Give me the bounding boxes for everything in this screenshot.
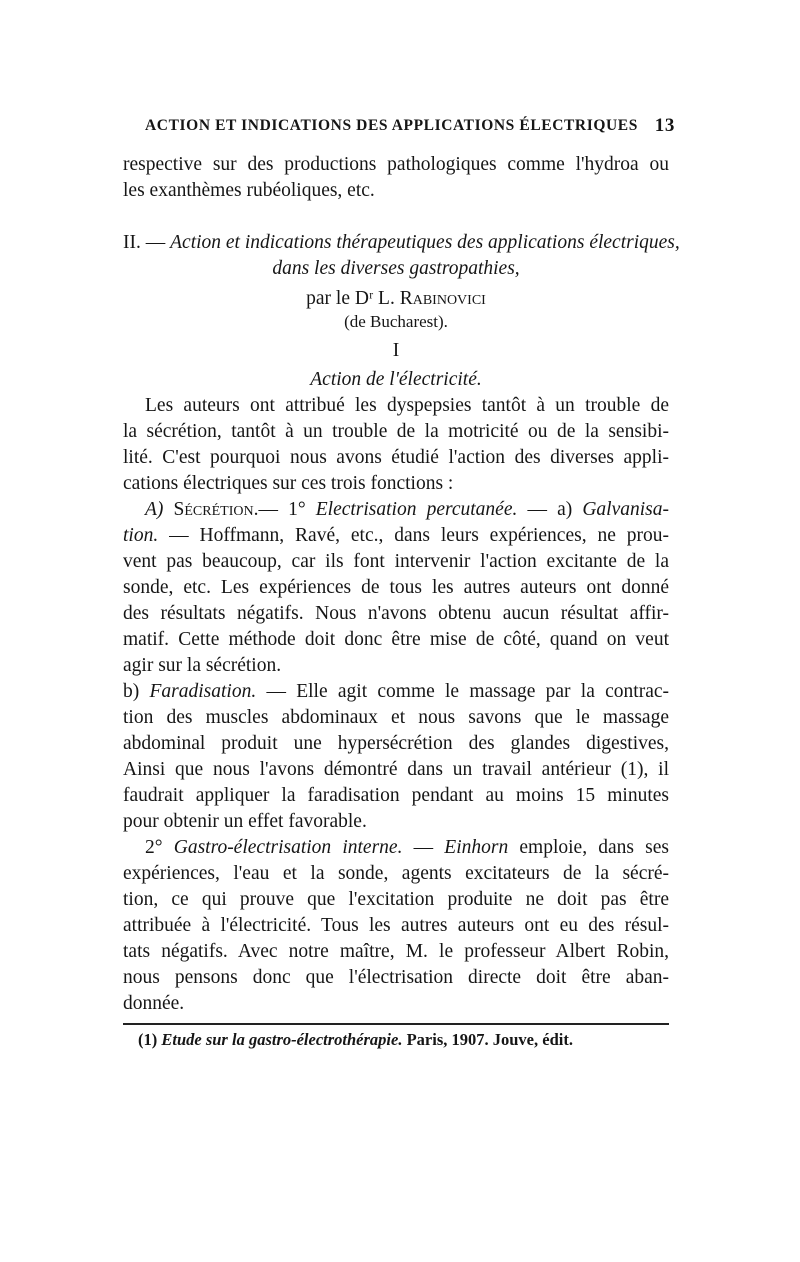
subsection-title: Sécrétion. xyxy=(173,499,259,520)
running-title: ACTION ET INDICATIONS DES APPLICATIONS ÉLECTRIQUES xyxy=(145,117,638,134)
body-line: attribuée à l'électricité. Tous les autres auteurs ont eu des résul- xyxy=(123,915,669,936)
body-line: vent pas beaucoup, car ils font intervenir l'action excitante de la xyxy=(123,551,669,572)
body-line: tion, ce qui prouve que l'excitation produite ne doit pas être xyxy=(123,889,669,910)
inline-text: — Hoffmann, Ravé, etc., dans leurs expériences, ne prou- xyxy=(158,525,669,546)
inline-text: emploie, dans ses xyxy=(508,837,669,858)
body-line: la sécrétion, tantôt à un trouble de la motricité ou de la sensibi- xyxy=(123,421,669,442)
body-line: des résultats négatifs. Nous n'avons obtenu aucun résultat affir- xyxy=(123,603,669,624)
section-subtitle: dans les diverses gastropathies, xyxy=(272,258,520,279)
author-mention: Einhorn xyxy=(444,837,509,858)
inline-text: — a) xyxy=(517,499,583,520)
body-line: Ainsi que nous l'avons démontré dans un travail antérieur (1), il xyxy=(123,759,669,780)
subsection-title: Faradisation. xyxy=(149,681,257,702)
body-line xyxy=(145,497,669,523)
subsection-title: Electrisation percutanée. xyxy=(315,499,518,520)
author-name: Rabinovici xyxy=(399,288,486,309)
body-line: agir sur la sécrétion. xyxy=(123,655,282,676)
body-line xyxy=(123,679,669,705)
subsection-title: Galvanisa- xyxy=(582,499,669,520)
footnote-title: Etude sur la gastro-électrothérapie. xyxy=(161,1030,403,1049)
running-header xyxy=(145,117,675,135)
body-line: matif. Cette méthode doit donc être mise de côté, quand on veut xyxy=(123,629,669,650)
body-line: lité. C'est pourquoi nous avons étudié l'action des diverses appli- xyxy=(123,447,669,468)
footnote xyxy=(138,1028,658,1052)
footnote-text: Paris, 1907. Jouve, édit. xyxy=(402,1030,573,1049)
inline-text: — 1° xyxy=(258,499,316,520)
inline-text: — Elle agit comme le massage par la contrac- xyxy=(256,681,669,702)
body-line: respective sur des productions pathologiques comme l'hydroa ou xyxy=(123,154,669,175)
body-line: faudrait appliquer la faradisation pendant au moins 15 minutes xyxy=(123,785,669,806)
inline-text: 2° xyxy=(145,837,174,858)
part-title: Action de l'électricité. xyxy=(310,369,482,390)
sub-marker: A) xyxy=(145,499,164,520)
body-line: tion des muscles abdominaux et nous savons que le massage xyxy=(123,707,669,728)
body-line: abdominal produit une hypersécrétion des glandes digestives, xyxy=(123,733,669,754)
part-numeral: I xyxy=(392,340,400,361)
body-line: Les auteurs ont attribué les dyspepsies tantôt à un trouble de xyxy=(145,395,669,416)
body-line: pour obtenir un effet favorable. xyxy=(123,811,367,832)
author-origin: (de Bucharest). xyxy=(344,312,448,331)
subsection-title: Gastro-électrisation interne. xyxy=(173,837,403,858)
footnote-marker: (1) xyxy=(138,1030,162,1049)
inline-italic: tion. xyxy=(123,525,159,546)
section-title: Action et indications thérapeutiques des applications électriques, xyxy=(170,232,680,253)
author-prefix: par le Dʳ L. xyxy=(306,288,395,309)
body-line: les exanthèmes rubéoliques, etc. xyxy=(123,180,375,201)
body-line: tats négatifs. Avec notre maître, M. le professeur Albert Robin, xyxy=(123,941,669,962)
body-line: donnée. xyxy=(123,993,185,1014)
section-heading xyxy=(123,230,680,256)
inline-text: b) xyxy=(123,681,150,702)
section-numeral: II. — xyxy=(123,232,166,253)
page-number: 13 xyxy=(654,115,675,136)
body-line xyxy=(123,523,669,549)
footnote-rule xyxy=(123,1023,669,1025)
body-line: sonde, etc. Les expériences de tous les autres auteurs ont donné xyxy=(123,577,669,598)
body-line: nous pensons donc que l'électrisation directe doit être aban- xyxy=(123,967,669,988)
body-line xyxy=(145,835,669,861)
body-line: cations électriques sur ces trois fonctions : xyxy=(123,473,454,494)
body-line: expériences, l'eau et la sonde, agents excitateurs de la sécré- xyxy=(123,863,669,884)
inline-text: — xyxy=(402,837,445,858)
